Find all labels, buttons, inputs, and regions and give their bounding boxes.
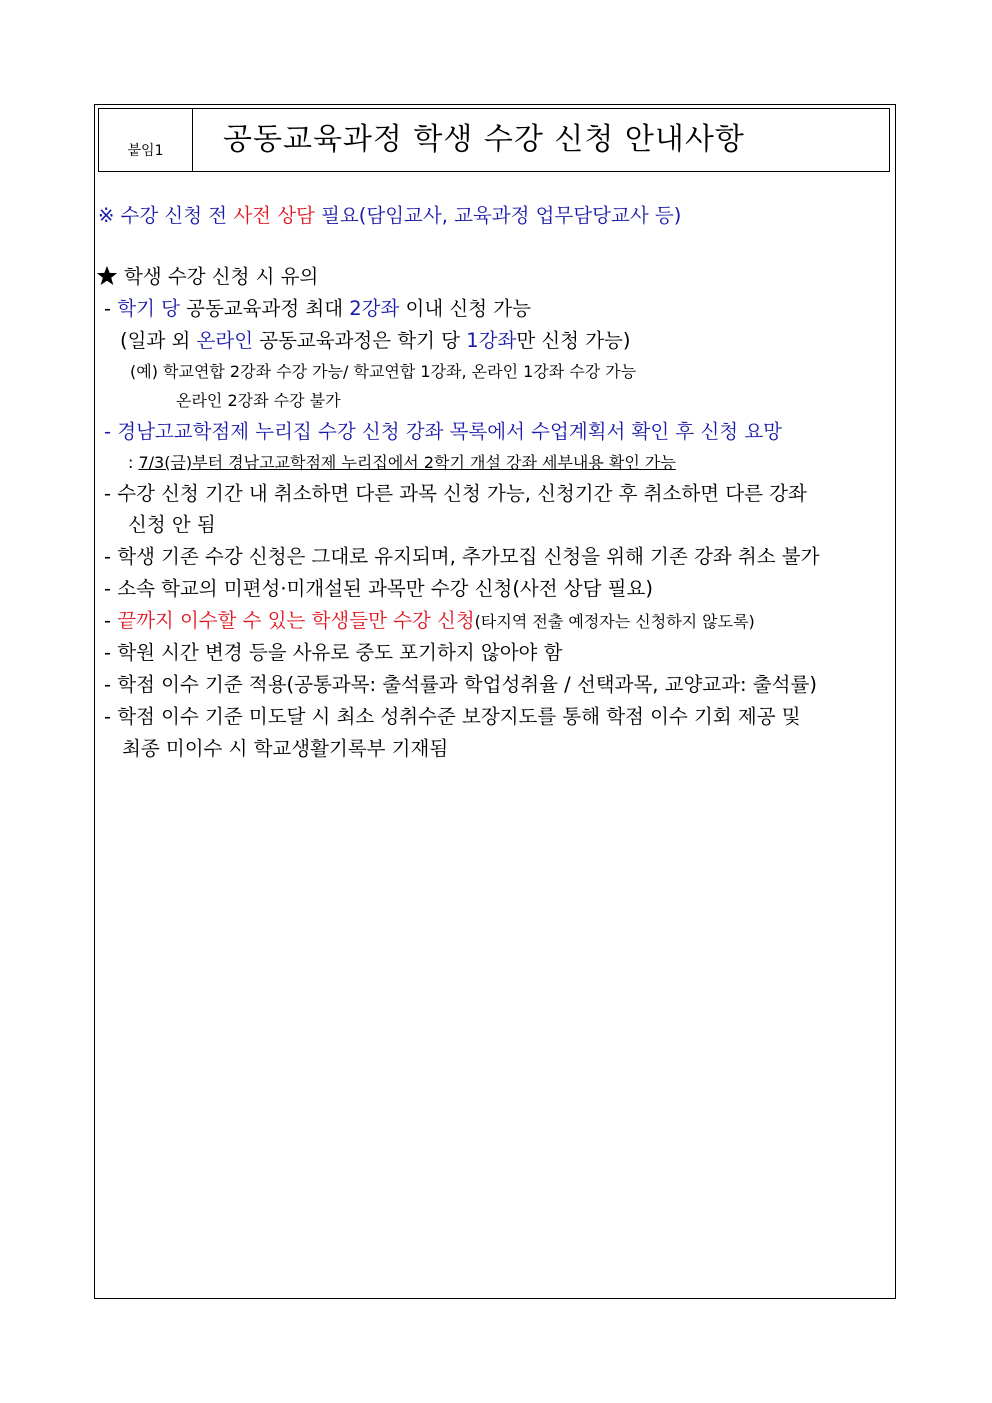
item-8: - 학점 이수 기준 적용(공통과목: 출석률과 학업성취율 / 선택과목, 교양교과: 출석률) (104, 673, 817, 696)
item-3-line-1: - 수강 신청 기간 내 취소하면 다른 과목 신청 가능, 신청기간 후 취소하면 다른 강좌 (104, 482, 807, 505)
page-title: 공동교육과정 학생 수강 신청 안내사항 (223, 122, 745, 157)
item-2: - 경남고교학점제 누리집 수강 신청 강좌 목록에서 수업계획서 확인 후 신청 요망 (104, 420, 783, 443)
notice-text-2: 필요(담임교사, 교육과정 업무담당교사 등) (314, 204, 682, 227)
item-2-sub-colon: : (128, 453, 139, 472)
item-1-sub-c: 공동교육과정은 학기 당 (253, 329, 467, 352)
item-1-dash: - (104, 297, 118, 320)
notice-text-1: 수강 신청 전 (120, 204, 234, 227)
notice-mark: ※ (98, 204, 121, 227)
item-3-line-2: 신청 안 됨 (128, 513, 216, 536)
item-9-line-2: 최종 미이수 시 학교생활기록부 기재됨 (122, 737, 449, 760)
item-1-sub-e: 만 신청 가능) (516, 329, 631, 352)
item-7: - 학원 시간 변경 등을 사유로 중도 포기하지 않아야 함 (104, 641, 563, 664)
item-1-sub (120, 329, 631, 353)
item-6-dash: - (104, 609, 118, 632)
item-4: - 학생 기존 수강 신청은 그대로 유지되며, 추가모집 신청을 위해 기존 강좌 취소 불가 (104, 545, 820, 568)
item-1-sub-b: 온라인 (196, 329, 254, 352)
notice-line (98, 204, 681, 228)
item-6-highlight: 끝까지 이수할 수 있는 학생들만 수강 신청 (117, 609, 475, 632)
item-1-sub-a: (일과 외 (120, 329, 197, 352)
star-icon (96, 265, 118, 287)
item-1-b: 공동교육과정 최대 (179, 297, 350, 320)
item-2-sub (128, 453, 676, 473)
item-2-sub-text: 7/3(금)부터 경남고교학점제 누리집에서 2학기 개설 강좌 세부내용 확인 가능 (138, 453, 676, 472)
item-6-note: (타지역 전출 예정자는 신청하지 않도록) (474, 612, 755, 631)
item-1 (104, 297, 531, 321)
caution-heading: 학생 수강 신청 시 유의 (124, 265, 319, 288)
item-1-d: 이내 신청 가능 (399, 297, 531, 320)
item-9-line-1: - 학점 이수 기준 미도달 시 최소 성취수준 보장지도를 통해 학점 이수 기회 제공 및 (104, 705, 801, 728)
item-1-example-2: 온라인 2강좌 수강 불가 (176, 391, 341, 410)
item-1-c: 2강좌 (349, 297, 400, 320)
item-1-example-1: (예) 학교연합 2강좌 수강 가능/ 학교연합 1강좌, 온라인 1강좌 수강 가능 (130, 362, 637, 381)
item-5: - 소속 학교의 미편성·미개설된 과목만 수강 신청(사전 상담 필요) (104, 577, 653, 600)
notice-text-highlight: 사전 상담 (233, 204, 315, 227)
item-1-sub-d: 1강좌 (466, 329, 517, 352)
item-1-a: 학기 당 (117, 297, 180, 320)
attachment-tag: 붙임1 (99, 109, 193, 171)
header-box (98, 108, 890, 172)
item-6 (104, 609, 755, 633)
